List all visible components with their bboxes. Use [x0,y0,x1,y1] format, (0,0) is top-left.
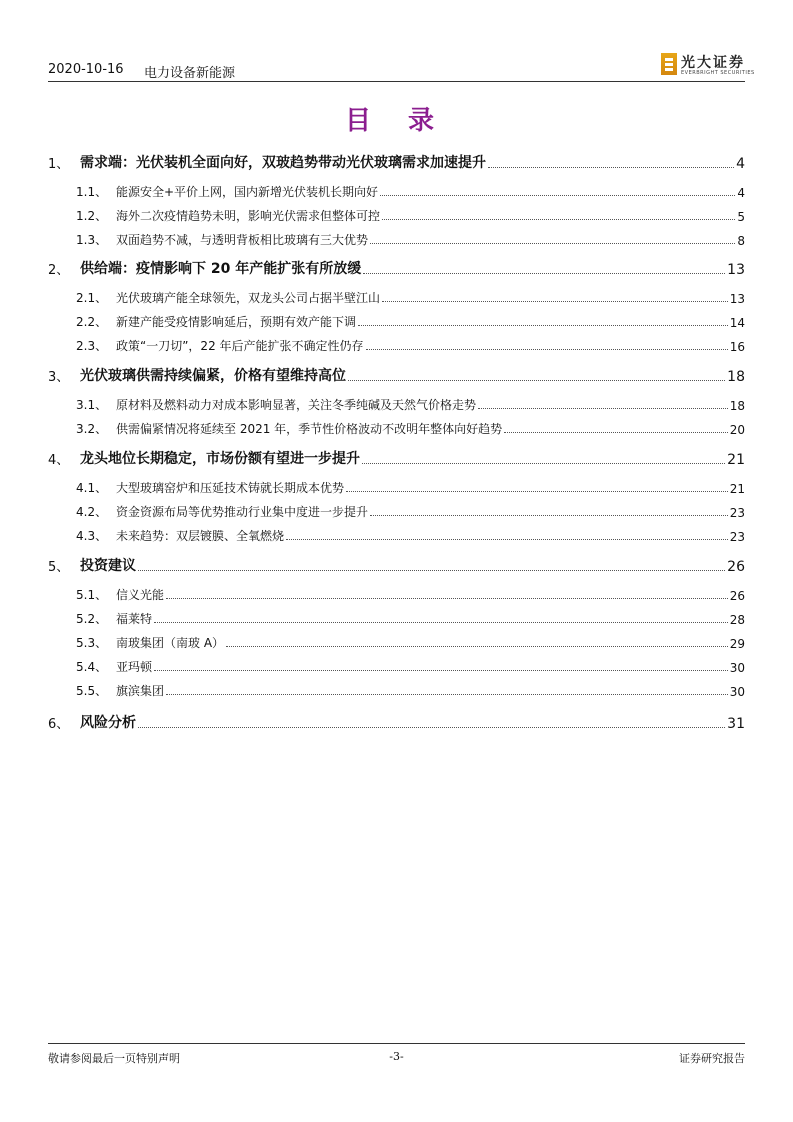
toc-dot-leader [370,243,735,244]
toc-entry-number: 5.4、 [76,660,108,674]
toc-entry-page[interactable]: 14 [729,316,745,330]
page-title: 目 录 [344,106,449,136]
report-type: 证券研究报告 [679,1052,745,1065]
toc-entry-page[interactable]: 5 [737,210,745,224]
toc-entry-label[interactable]: 旗滨集团 [116,684,165,698]
toc-entry[interactable] [48,446,745,468]
toc-entry-label[interactable]: 大型玻璃窑炉和压延技术铸就长期成本优势 [116,481,345,495]
toc-entry-label[interactable]: 需求端：光伏装机全面向好，双玻趋势带动光伏玻璃需求加速提升 [80,155,486,171]
toc-entry-page[interactable]: 26 [729,589,745,603]
industry-name: 电力设备新能源 [144,66,236,81]
toc-entry-number: 4、 [48,453,70,468]
toc-entry-number: 5、 [48,560,70,575]
toc-entry-label[interactable]: 供需偏紧情况将延续至 2021 年，季节性价格波动不改明年整体向好趋势 [116,422,503,436]
toc-entry-page[interactable]: 4 [736,156,745,172]
toc-entry-page[interactable]: 26 [727,559,745,575]
toc-entry[interactable] [48,710,745,732]
toc-entry-label[interactable]: 光伏玻璃产能全球领先，双龙头公司占据半壁江山 [116,291,381,305]
toc-entry-page[interactable]: 30 [729,685,745,699]
toc-dot-leader [154,670,728,671]
toc-entry-number: 3、 [48,370,70,385]
toc-dot-leader [138,570,725,571]
toc-entry-label[interactable]: 龙头地位长期稳定，市场份额有望进一步提升 [80,451,360,467]
toc-entry-page[interactable]: 18 [729,399,745,413]
toc-dot-leader [166,598,728,599]
toc-entry-label[interactable]: 新建产能受疫情影响延后，预期有效产能下调 [116,315,357,329]
toc-entry[interactable] [76,332,745,354]
page-header [48,52,755,81]
everbright-logo [661,52,755,80]
toc-entry-label[interactable]: 双面趋势不减，与透明背板相比玻璃有三大优势 [116,233,369,247]
toc-entry-page[interactable]: 21 [729,482,745,496]
toc-entry[interactable] [48,553,745,575]
toc-entry-page[interactable]: 23 [729,506,745,520]
toc-dot-leader [138,727,725,728]
toc-entry-number: 4.2、 [76,505,108,519]
toc-dot-leader [366,349,728,350]
toc-entry-label[interactable]: 未来趋势：双层镀膜、全氧燃烧 [116,529,285,543]
toc-entry-label[interactable]: 福莱特 [116,612,153,626]
disclaimer-note: 敬请参阅最后一页特别声明 [48,1052,180,1065]
toc-dot-leader [370,515,728,516]
toc-entry-label[interactable]: 光伏玻璃供需持续偏紧，价格有望维持高位 [80,368,346,384]
toc-entry[interactable] [48,256,745,278]
toc-entry-number: 5.2、 [76,612,108,626]
toc-entry-number: 1.2、 [76,209,108,223]
toc-entry-page[interactable]: 23 [729,530,745,544]
toc-entry[interactable] [48,150,745,172]
toc-entry-page[interactable]: 8 [737,234,745,248]
toc-dot-leader [504,432,728,433]
toc-entry-label[interactable]: 海外二次疫情趋势未明，影响光伏需求但整体可控 [116,209,381,223]
toc-entry-label[interactable]: 供给端：疫情影响下 20 年产能扩张有所放缓 [80,261,362,277]
footer-divider [48,1043,745,1044]
toc-entry[interactable] [48,363,745,385]
toc-entry-page[interactable]: 31 [727,716,745,732]
toc-dot-leader [346,491,728,492]
toc-entry-page[interactable]: 4 [737,186,745,200]
toc-entry-label[interactable]: 政策“一刀切”，22 年后产能扩张不确定性仍存 [116,339,364,353]
toc-entry[interactable] [76,415,745,437]
toc-entry[interactable] [76,605,745,627]
toc-entry[interactable] [76,498,745,520]
toc-entry-label[interactable]: 资金资源布局等优势推动行业集中度进一步提升 [116,505,369,519]
toc-entry-page[interactable]: 21 [727,452,745,468]
toc-entry-label[interactable]: 信义光能 [116,588,165,602]
report-date: 2020-10-16 [48,62,124,77]
page-number: -3- [389,1050,404,1063]
toc-entry[interactable] [76,391,745,413]
page-footer [48,1050,745,1068]
toc-entry[interactable] [76,653,745,675]
toc-dot-leader [380,195,735,196]
toc-dot-leader [348,380,725,381]
toc-entry-number: 2、 [48,263,70,278]
toc-entry-number: 2.1、 [76,291,108,305]
toc-dot-leader [226,646,728,647]
toc-dot-leader [363,273,725,274]
toc-entry-number: 5.5、 [76,684,108,698]
toc-entry-page[interactable]: 28 [729,613,745,627]
toc-entry-label[interactable]: 投资建议 [80,558,136,574]
toc-dot-leader [154,622,728,623]
toc-entry-page[interactable]: 20 [729,423,745,437]
toc-entry[interactable] [76,226,745,248]
toc-dot-leader [286,539,728,540]
toc-entry-number: 5.3、 [76,636,108,650]
toc-entry[interactable] [76,284,745,306]
logo-text-en: EVERBRIGHT SECURITIES [681,70,755,76]
toc-entry-label[interactable]: 原材料及燃料动力对成本影响显著，关注冬季纯碱及天然气价格走势 [116,398,477,412]
toc-entry-number: 1.3、 [76,233,108,247]
toc-dot-leader [382,301,728,302]
toc-entry[interactable] [76,581,745,603]
toc-entry-number: 2.2、 [76,315,108,329]
toc-entry-number: 5.1、 [76,588,108,602]
toc-entry-number: 3.1、 [76,398,108,412]
toc-entry-page[interactable]: 13 [727,262,745,278]
toc-dot-leader [362,463,725,464]
logo-mark-icon [661,53,677,75]
logo-text-cn: 光大证券 [681,55,745,71]
toc-dot-leader [478,408,728,409]
toc-entry-page[interactable]: 16 [729,340,745,354]
toc-entry-number: 3.2、 [76,422,108,436]
toc-entry[interactable] [76,474,745,496]
toc-entry[interactable] [76,308,745,330]
toc-entry[interactable] [76,677,745,699]
toc-entry-label[interactable]: 亚玛顿 [116,660,153,674]
toc-dot-leader [382,219,735,220]
toc-entry-page[interactable]: 13 [729,292,745,306]
toc-entry[interactable] [76,178,745,200]
toc-entry-number: 1、 [48,157,70,172]
toc-entry-number: 1.1、 [76,185,108,199]
toc-entry-number: 4.3、 [76,529,108,543]
toc-entry[interactable] [76,629,745,651]
header-divider [48,81,745,82]
toc-dot-leader [358,325,728,326]
toc-entry-page[interactable]: 18 [727,369,745,385]
toc-entry-label[interactable]: 南玻集团（南玻 A） [116,636,225,650]
toc-entry-number: 4.1、 [76,481,108,495]
toc-entry-page[interactable]: 29 [729,637,745,651]
toc-entry[interactable] [76,522,745,544]
toc-entry-label[interactable]: 风险分析 [80,715,136,731]
toc-dot-leader [488,167,734,168]
toc-entry[interactable] [76,202,745,224]
toc-dot-leader [166,694,728,695]
toc-entry-number: 2.3、 [76,339,108,353]
toc-entry-number: 6、 [48,717,70,732]
toc-entry-label[interactable]: 能源安全+平价上网，国内新增光伏装机长期向好 [116,185,379,199]
toc-entry-page[interactable]: 30 [729,661,745,675]
